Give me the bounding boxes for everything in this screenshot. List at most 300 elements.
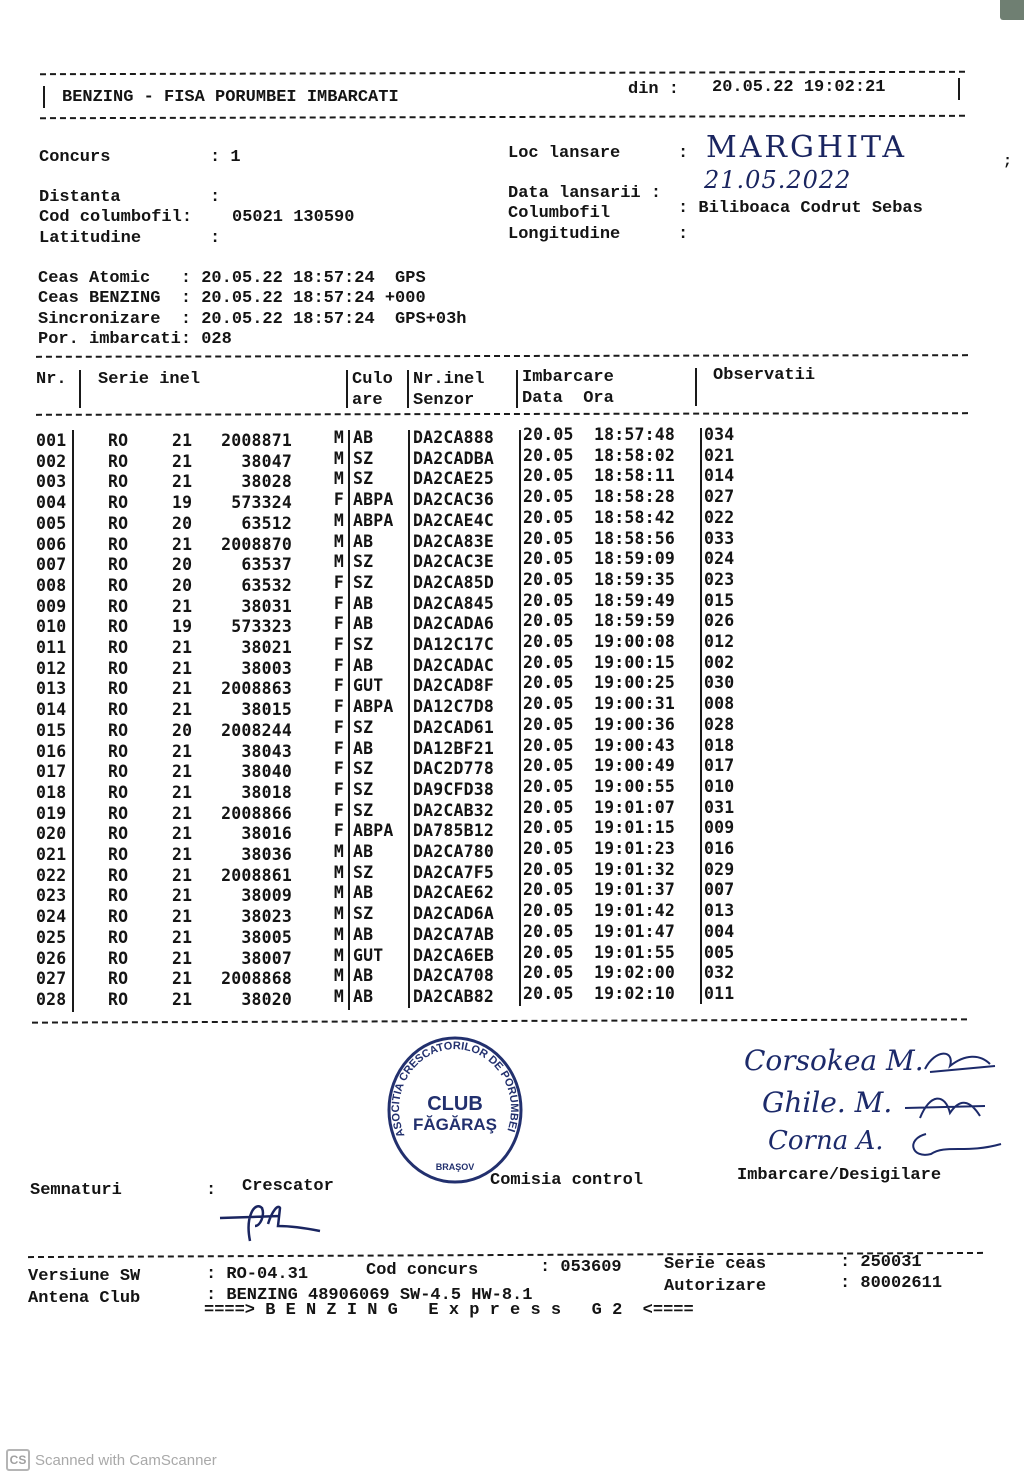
row-ring-number: 38020 <box>241 989 292 1009</box>
row-time: 18:59:35 <box>594 569 676 589</box>
row-color: SZ <box>353 862 374 882</box>
row-observatii: 015 <box>704 590 735 610</box>
row-sex: F <box>333 593 344 613</box>
table-row <box>0 983 760 1009</box>
row-time: 19:00:36 <box>594 714 676 734</box>
row-country: RO <box>108 451 129 471</box>
row-observatii: 013 <box>704 901 735 921</box>
row-date: 20.05 <box>523 735 574 755</box>
row-date: 20.05 <box>523 632 574 651</box>
row-color: SZ <box>353 759 374 779</box>
row-country: RO <box>108 493 129 513</box>
row-ring-number: 63512 <box>241 513 292 533</box>
row-sensor: DA2CAD6A <box>413 904 495 924</box>
stamp-center-line-2: FĂGĂRAŞ <box>412 1115 498 1134</box>
col-imbarcare-header-2: Data Ora <box>522 389 614 408</box>
row-sensor: DA2CA6EB <box>413 945 495 965</box>
row-ring-number: 38021 <box>241 638 292 657</box>
row-observatii: 010 <box>704 776 735 796</box>
row-color: AB <box>353 531 374 551</box>
row-observatii: 018 <box>704 735 735 755</box>
row-nr: 023 <box>36 886 67 906</box>
row-observatii: 004 <box>704 921 735 941</box>
row-observatii: 027 <box>704 487 735 507</box>
row-sex: F <box>333 676 344 696</box>
row-sensor: DA12BF21 <box>413 738 495 758</box>
cod-concurs-value: : 053609 <box>540 1258 622 1277</box>
row-sensor: DA2CAE25 <box>413 469 495 489</box>
row-sex: F <box>333 779 344 799</box>
camscanner-text: Scanned with CamScanner <box>35 1451 217 1469</box>
porumbei-imbarcati: Por. imbarcati: 028 <box>38 330 232 349</box>
row-sex: M <box>333 428 344 447</box>
camscanner-watermark <box>6 1449 217 1471</box>
semnaturi-label: Semnaturi <box>30 1181 122 1200</box>
row-date: 20.05 <box>523 714 574 734</box>
row-country: RO <box>108 741 129 761</box>
row-sensor: DA2CAD61 <box>413 717 495 737</box>
row-ring-number: 38003 <box>241 658 292 678</box>
row-time: 19:02:10 <box>594 983 676 1003</box>
ceas-atomic: Ceas Atomic : 20.05.22 18:57:24 GPS <box>38 269 426 288</box>
row-time: 19:01:47 <box>594 921 676 941</box>
row-nr: 027 <box>36 969 67 989</box>
row-country: RO <box>108 431 129 450</box>
row-date: 20.05 <box>523 549 574 569</box>
row-date: 20.05 <box>523 652 574 672</box>
row-sex: F <box>333 800 344 820</box>
row-nr: 024 <box>36 907 67 927</box>
row-country: RO <box>108 679 129 699</box>
row-sensor: DA2CA7AB <box>413 924 495 944</box>
col-nrinel-divider <box>407 370 409 408</box>
row-date: 20.05 <box>523 590 574 610</box>
row-observatii: 022 <box>704 507 735 527</box>
row-year: 21 <box>172 886 193 906</box>
row-sex: M <box>333 552 344 572</box>
body-obs-divider <box>700 428 702 1004</box>
col-imbarcare-divider <box>516 370 518 408</box>
row-sex: M <box>333 510 344 530</box>
signature-committee-1: Corsokea M. <box>744 1044 924 1077</box>
col-serie-header: Serie inel <box>98 370 201 389</box>
sincronizare: Sincronizare : 20.05.22 18:57:24 GPS+03h <box>38 310 467 329</box>
row-observatii: 014 <box>704 466 735 486</box>
row-ring-number: 2008871 <box>221 431 292 450</box>
row-ring-number: 573323 <box>231 617 292 637</box>
row-observatii: 016 <box>704 839 735 858</box>
row-color: AB <box>353 966 374 986</box>
row-ring-number: 38043 <box>241 741 292 761</box>
row-date: 20.05 <box>523 673 574 693</box>
row-sensor: DA2CAC36 <box>413 490 495 510</box>
row-color: AB <box>353 614 374 634</box>
row-color: SZ <box>353 572 374 592</box>
cod-concurs-label: Cod concurs <box>366 1261 479 1280</box>
row-nr: 012 <box>36 658 67 678</box>
col-nrinel-header-2: Senzor <box>413 391 475 410</box>
stamp-center-line-1: CLUB <box>427 1093 483 1115</box>
row-sex: M <box>333 448 344 468</box>
row-ring-number: 2008244 <box>221 720 292 740</box>
row-sex: F <box>333 655 344 675</box>
row-time: 19:01:07 <box>594 797 676 817</box>
columbofil-label: Columbofil <box>508 204 611 223</box>
row-sex: F <box>333 572 344 592</box>
row-sex: M <box>333 904 344 924</box>
row-observatii: 005 <box>704 942 735 962</box>
benzing-express-banner: ====> B E N Z I N G E x p r e s s G 2 <==== <box>204 1301 694 1320</box>
col-nrinel-header-1: Nr.inel <box>413 370 485 389</box>
row-time: 18:58:56 <box>594 528 676 548</box>
row-observatii: 008 <box>704 694 735 714</box>
row-sensor: DA2CADA6 <box>413 614 495 634</box>
margin-mark: ; <box>1003 153 1013 170</box>
row-observatii: 021 <box>704 445 735 465</box>
stamp-bottom-text: BRAŞOV <box>435 1162 475 1172</box>
latitudine-value: : <box>210 229 221 248</box>
row-time: 18:59:59 <box>594 611 676 631</box>
row-nr: 017 <box>36 762 67 782</box>
longitudine-label: Longitudine <box>508 225 621 244</box>
row-sensor: DA2CADAC <box>413 655 495 675</box>
row-observatii: 023 <box>704 569 735 589</box>
row-time: 19:01:15 <box>594 818 676 838</box>
stamp-ring-text: ASOCITIA CRESCATORILOR DE PORUMBEI <box>389 1039 521 1139</box>
row-year: 21 <box>172 989 193 1009</box>
row-year: 21 <box>172 741 193 761</box>
row-year: 21 <box>172 534 193 554</box>
row-color: SZ <box>353 717 374 737</box>
row-nr: 020 <box>36 824 67 844</box>
data-lansarii-handwritten: 21.05.2022 <box>704 166 852 194</box>
row-color: AB <box>353 883 374 903</box>
row-sex: M <box>333 924 344 944</box>
row-country: RO <box>108 989 129 1009</box>
header-top-rule <box>40 71 965 75</box>
row-ring-number: 38005 <box>241 927 292 947</box>
row-year: 21 <box>172 969 193 989</box>
concurs-value: : 1 <box>210 148 241 167</box>
row-year: 21 <box>172 679 193 699</box>
row-sex: F <box>333 635 344 654</box>
signature-committee-2: Ghile. M. <box>762 1086 893 1119</box>
row-time: 19:01:55 <box>594 942 676 962</box>
row-country: RO <box>108 700 129 720</box>
row-time: 18:58:11 <box>594 466 676 486</box>
row-color: ABPA <box>353 510 394 530</box>
row-year: 21 <box>172 451 193 471</box>
row-date: 20.05 <box>523 983 574 1003</box>
antena-club-label: Antena Club <box>28 1289 141 1308</box>
row-sex: M <box>333 945 344 965</box>
row-nr: 006 <box>36 534 67 554</box>
row-date: 20.05 <box>523 776 574 796</box>
row-year: 19 <box>172 617 193 637</box>
row-color: SZ <box>353 469 374 489</box>
body-nr-divider <box>72 430 74 1012</box>
row-sensor: DA2CA708 <box>413 966 495 986</box>
row-color: SZ <box>353 779 374 799</box>
imbarcare-desigilare-label: Imbarcare/Desigilare <box>737 1166 942 1185</box>
row-ring-number: 38028 <box>241 472 292 492</box>
cod-columbofil-value: 05021 130590 <box>232 208 355 227</box>
row-time: 19:01:32 <box>594 859 676 879</box>
row-ring-number: 38015 <box>241 700 292 720</box>
row-year: 21 <box>172 431 193 450</box>
row-time: 19:00:31 <box>594 694 676 714</box>
row-year: 21 <box>172 596 193 616</box>
camscanner-logo-icon: CS <box>6 1449 30 1471</box>
row-ring-number: 38047 <box>241 451 292 471</box>
row-ring-number: 63537 <box>241 555 292 575</box>
row-time: 18:59:09 <box>594 549 676 569</box>
row-time: 18:58:42 <box>594 507 676 527</box>
row-nr: 010 <box>36 617 67 637</box>
row-country: RO <box>108 720 129 740</box>
row-ring-number: 38031 <box>241 596 292 616</box>
row-nr: 028 <box>36 989 67 1009</box>
row-sensor: DA2CA83E <box>413 531 495 551</box>
semnaturi-sep: : <box>206 1181 217 1200</box>
row-date: 20.05 <box>523 942 574 962</box>
row-date: 20.05 <box>523 487 574 507</box>
row-nr: 009 <box>36 596 67 616</box>
row-country: RO <box>108 513 129 533</box>
row-ring-number: 2008866 <box>221 803 292 823</box>
row-ring-number: 38009 <box>241 886 292 906</box>
row-date: 20.05 <box>523 839 574 858</box>
row-time: 19:00:25 <box>594 673 676 693</box>
row-color: AB <box>353 428 374 447</box>
row-ring-number: 38016 <box>241 824 292 844</box>
row-ring-number: 38023 <box>241 907 292 927</box>
row-country: RO <box>108 617 129 637</box>
row-ring-number: 2008861 <box>221 865 292 885</box>
row-nr: 001 <box>36 431 67 450</box>
row-color: SZ <box>353 635 374 654</box>
row-color: AB <box>353 655 374 675</box>
row-color: AB <box>353 924 374 944</box>
row-country: RO <box>108 782 129 802</box>
row-year: 21 <box>172 638 193 657</box>
row-sensor: DA2CADBA <box>413 448 495 468</box>
club-stamp <box>385 1030 525 1190</box>
concurs-label: Concurs <box>39 148 111 167</box>
document-title: BENZING - FISA PORUMBEI IMBARCATI <box>62 88 399 107</box>
row-color: AB <box>353 842 374 861</box>
row-year: 21 <box>172 803 193 823</box>
col-obs-divider <box>695 368 697 406</box>
row-year: 21 <box>172 948 193 968</box>
crescator-label: Crescator <box>242 1177 334 1196</box>
row-year: 21 <box>172 472 193 492</box>
row-year: 21 <box>172 700 193 720</box>
row-time: 19:01:23 <box>594 839 676 858</box>
latitudine-label: Latitudine <box>39 229 142 248</box>
col-culo-header-2: are <box>352 391 383 410</box>
distanta-label: Distanta <box>39 188 121 207</box>
body-nrinel-divider <box>408 430 410 1008</box>
row-ring-number: 63532 <box>241 575 292 595</box>
row-date: 20.05 <box>523 963 574 983</box>
distanta-value: : <box>210 188 221 207</box>
crescator-signature <box>210 1196 330 1246</box>
cod-columbofil-label: Cod columbofil: <box>39 208 193 227</box>
row-sex: M <box>333 862 344 882</box>
row-sex: F <box>333 821 344 841</box>
signature-scribble-2 <box>900 1088 990 1128</box>
row-country: RO <box>108 534 129 554</box>
row-sensor: DA2CAE62 <box>413 883 495 903</box>
row-ring-number: 38036 <box>241 845 292 864</box>
row-year: 20 <box>172 555 193 575</box>
row-sensor: DAC2D778 <box>413 759 495 779</box>
row-country: RO <box>108 555 129 575</box>
row-time: 19:01:37 <box>594 880 676 900</box>
row-date: 20.05 <box>523 466 574 486</box>
col-culo-divider <box>346 370 348 408</box>
scan-corner <box>1000 0 1024 20</box>
row-nr: 011 <box>36 638 67 657</box>
row-color: AB <box>353 986 374 1006</box>
row-date: 20.05 <box>523 528 574 548</box>
row-sensor: DA2CA888 <box>413 428 495 447</box>
row-observatii: 033 <box>704 528 735 548</box>
row-country: RO <box>108 865 129 885</box>
row-ring-number: 38040 <box>241 762 292 782</box>
row-observatii: 007 <box>704 880 735 900</box>
row-year: 20 <box>172 575 193 595</box>
signature-scribble-3 <box>906 1124 1006 1164</box>
row-sex: F <box>333 717 344 737</box>
row-observatii: 026 <box>704 611 735 631</box>
row-country: RO <box>108 762 129 782</box>
row-nr: 016 <box>36 741 67 761</box>
row-sensor: DA2CA780 <box>413 842 495 861</box>
row-nr: 004 <box>36 493 67 513</box>
serie-ceas-value: : 250031 <box>840 1253 922 1272</box>
row-ring-number: 2008863 <box>221 679 292 699</box>
col-culo-header-1: Culo <box>352 370 393 389</box>
body-date-divider <box>519 430 521 1006</box>
row-color: ABPA <box>353 697 394 717</box>
header-bottom-rule <box>40 115 965 119</box>
row-nr: 002 <box>36 451 67 471</box>
row-date: 20.05 <box>523 445 574 465</box>
row-sensor: DA2CAB82 <box>413 986 495 1006</box>
autorizare-value: : 80002611 <box>840 1274 943 1293</box>
row-date: 20.05 <box>523 569 574 589</box>
row-nr: 021 <box>36 845 67 864</box>
row-country: RO <box>108 969 129 989</box>
row-date: 20.05 <box>523 880 574 900</box>
signature-scribble-1 <box>920 1044 1000 1084</box>
row-nr: 019 <box>36 803 67 823</box>
row-year: 21 <box>172 658 193 678</box>
row-color: SZ <box>353 552 374 572</box>
versiune-sw-value: : RO-04.31 <box>206 1265 309 1284</box>
versiune-sw-label: Versiune SW <box>28 1267 141 1286</box>
serie-ceas-label: Serie ceas <box>664 1255 767 1274</box>
row-observatii: 028 <box>704 714 735 734</box>
row-time: 19:00:15 <box>594 652 676 672</box>
row-time: 18:58:28 <box>594 487 676 507</box>
row-time: 18:58:02 <box>594 445 676 465</box>
din-label: din : <box>628 80 680 99</box>
row-sex: F <box>333 759 344 779</box>
row-country: RO <box>108 886 129 906</box>
row-nr: 008 <box>36 575 67 595</box>
row-observatii: 011 <box>704 983 735 1003</box>
row-sex: F <box>333 697 344 717</box>
row-time: 19:00:49 <box>594 756 676 776</box>
row-sensor: DA785B12 <box>413 821 495 841</box>
row-observatii: 034 <box>704 425 735 444</box>
row-nr: 018 <box>36 782 67 802</box>
row-sensor: DA2CAE4C <box>413 510 495 530</box>
row-ring-number: 2008868 <box>221 969 292 989</box>
row-nr: 007 <box>36 555 67 575</box>
row-date: 20.05 <box>523 694 574 714</box>
signature-committee-3: Corna A. <box>768 1126 884 1156</box>
row-observatii: 029 <box>704 859 735 879</box>
columbofil-value: : Biliboaca Codrut Sebas <box>678 199 923 218</box>
row-country: RO <box>108 803 129 823</box>
row-observatii: 017 <box>704 756 735 776</box>
row-color: ABPA <box>353 490 394 510</box>
row-sensor: DA2CA7F5 <box>413 862 495 882</box>
row-nr: 003 <box>36 472 67 492</box>
header-right-bar <box>958 78 960 100</box>
col-nr-header: Nr. <box>36 370 67 389</box>
data-lansarii-label: Data lansarii : <box>508 184 662 203</box>
row-sex: M <box>333 531 344 551</box>
row-nr: 013 <box>36 679 67 699</box>
row-nr: 026 <box>36 948 67 968</box>
row-year: 21 <box>172 865 193 885</box>
row-date: 20.05 <box>523 425 574 444</box>
row-observatii: 002 <box>704 652 735 672</box>
row-year: 21 <box>172 927 193 947</box>
row-time: 19:00:43 <box>594 735 676 755</box>
row-color: SZ <box>353 904 374 924</box>
row-year: 20 <box>172 720 193 740</box>
row-country: RO <box>108 824 129 844</box>
loc-lansare-sep: : <box>678 144 689 163</box>
row-sensor: DA2CAB32 <box>413 800 495 820</box>
header-left-bar <box>43 86 45 108</box>
row-country: RO <box>108 907 129 927</box>
row-country: RO <box>108 575 129 595</box>
row-nr: 014 <box>36 700 67 720</box>
row-observatii: 031 <box>704 797 735 817</box>
row-ring-number: 2008870 <box>221 534 292 554</box>
table-top-rule <box>36 354 968 358</box>
row-nr: 005 <box>36 513 67 533</box>
row-year: 20 <box>172 513 193 533</box>
row-year: 21 <box>172 782 193 802</box>
autorizare-label: Autorizare <box>664 1277 767 1296</box>
col-obs-header: Observatii <box>713 366 816 385</box>
table-header-rule <box>36 412 968 416</box>
row-observatii: 009 <box>704 818 735 838</box>
antena-club-value: : BENZING 48906069 SW-4.5 HW-8.1 <box>206 1286 533 1305</box>
row-country: RO <box>108 596 129 616</box>
row-sex: M <box>333 883 344 903</box>
ceas-benzing: Ceas BENZING : 20.05.22 18:57:24 +000 <box>38 289 426 308</box>
row-sex: M <box>333 469 344 489</box>
